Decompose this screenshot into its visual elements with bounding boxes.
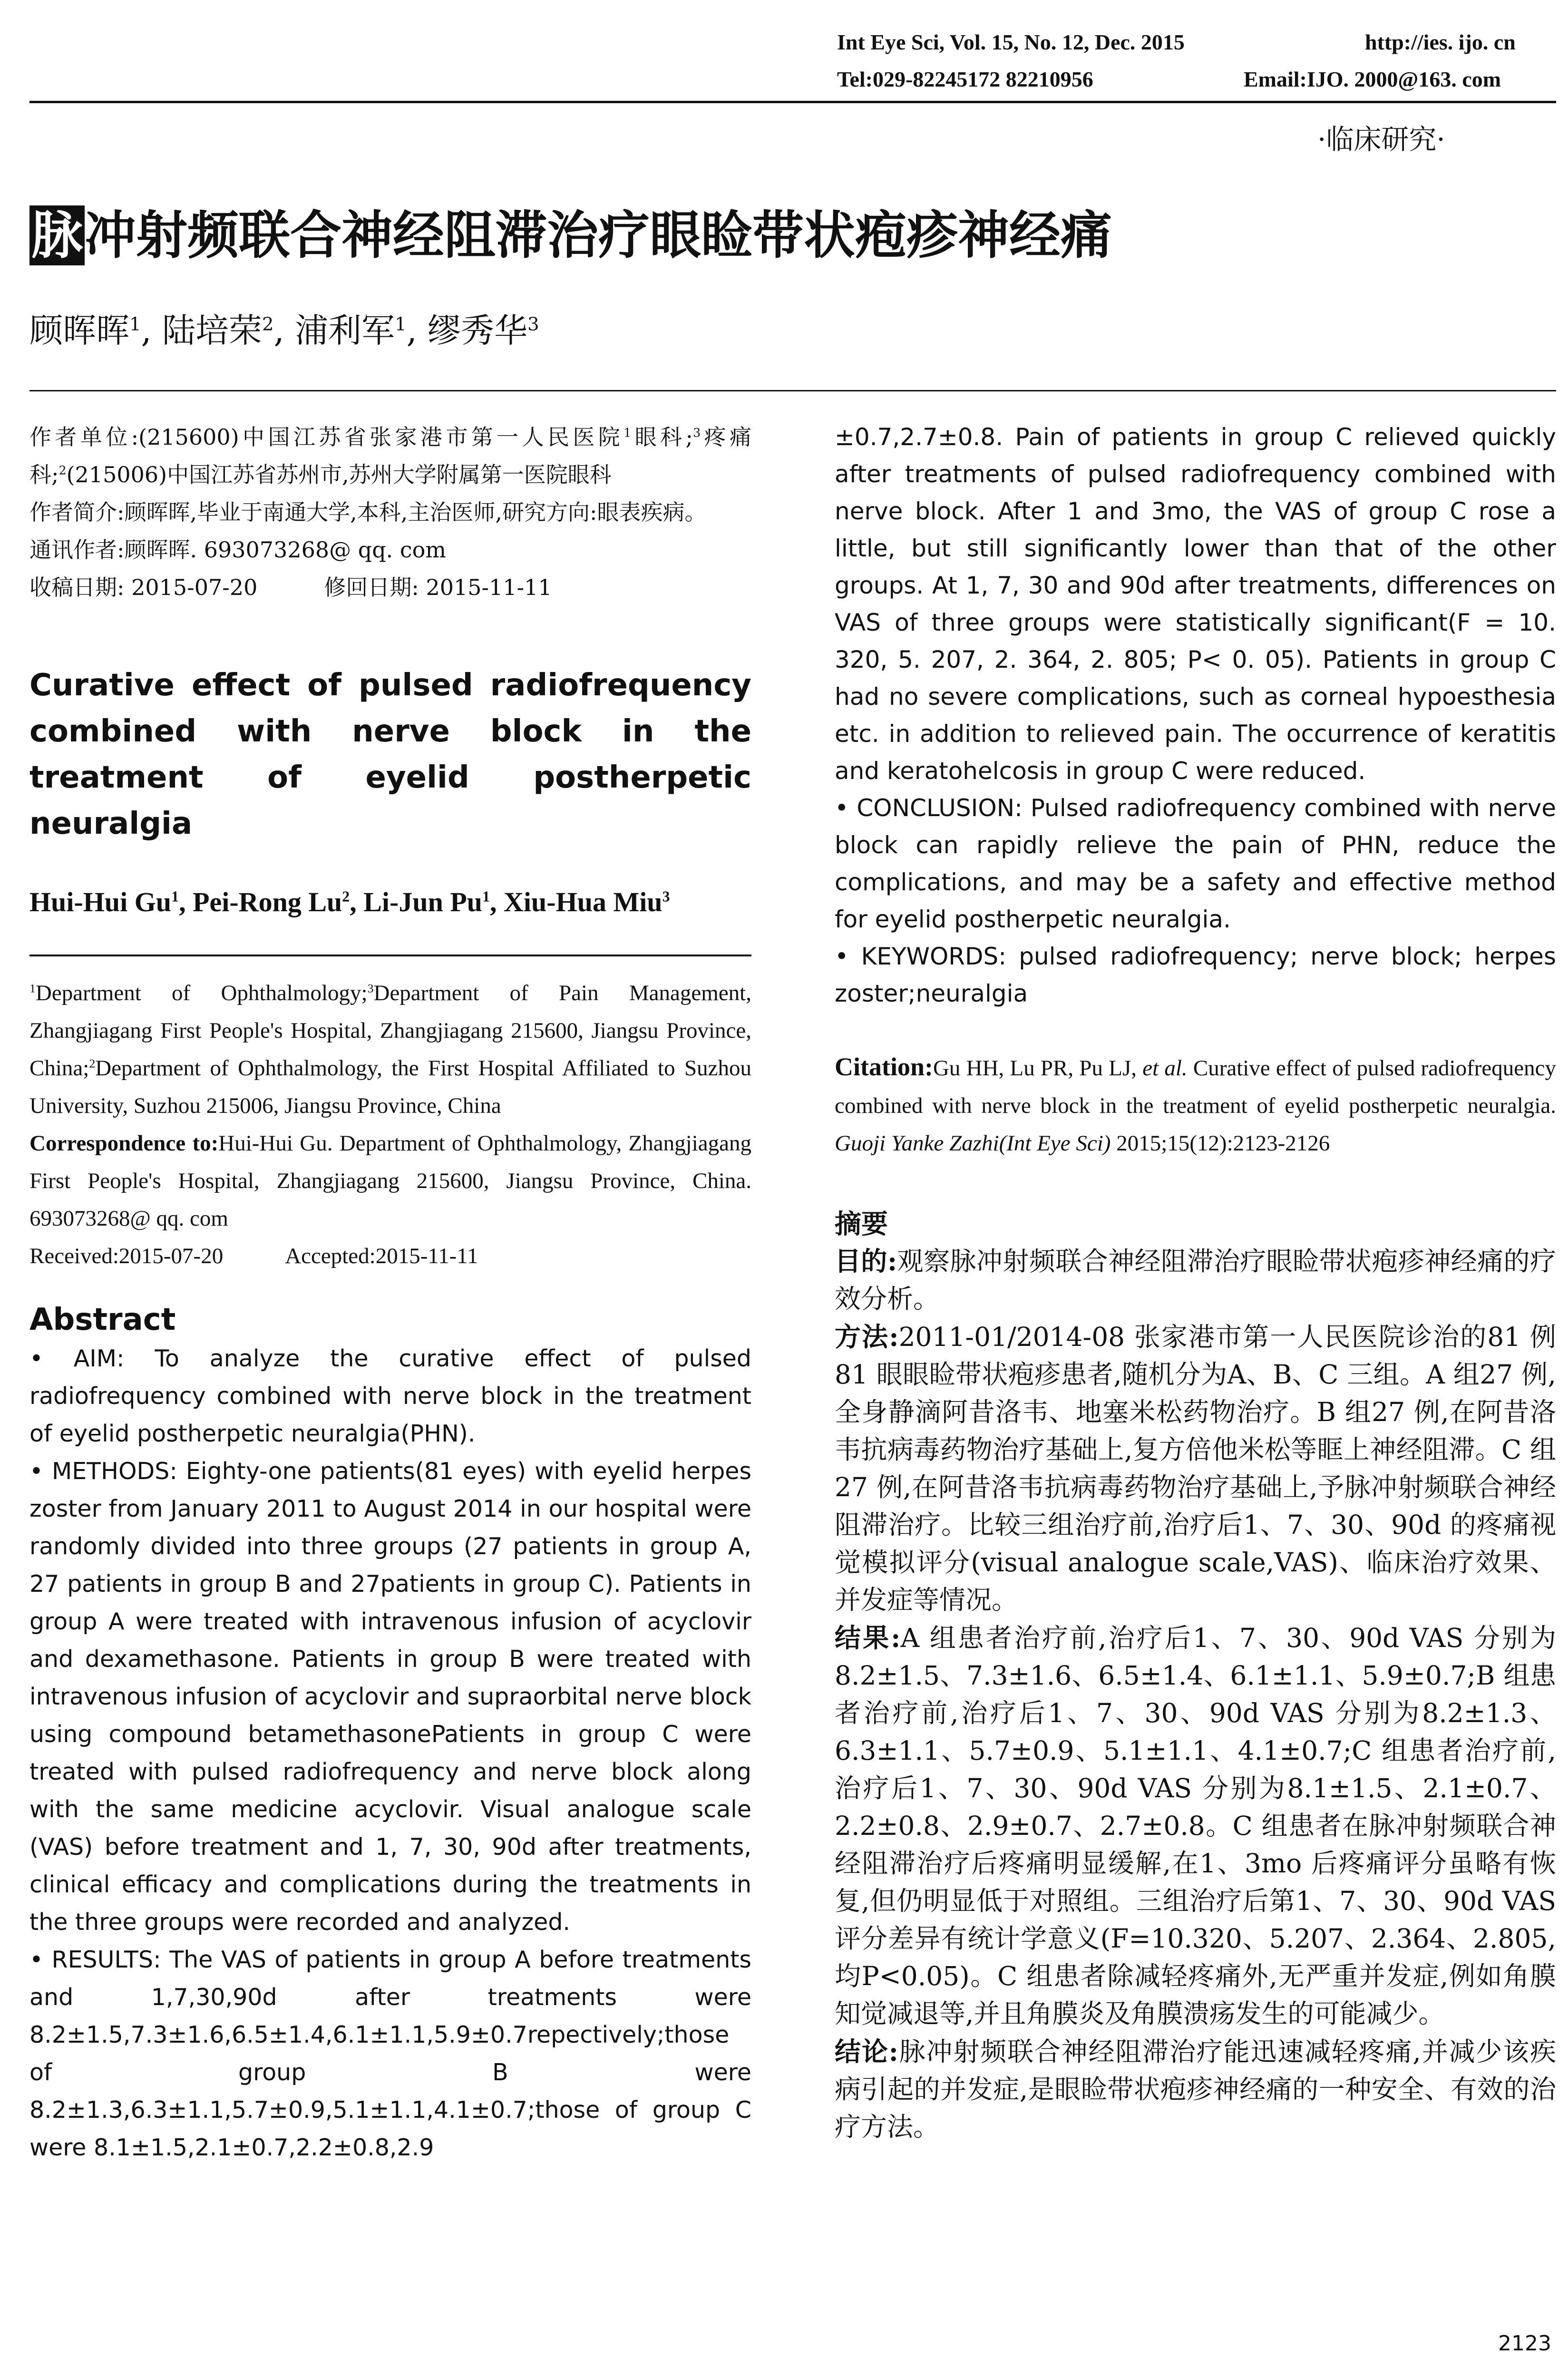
author-cn: 顾晖晖 [29, 311, 129, 350]
journal-tel: Tel:029-82245172 82210956 [837, 67, 1093, 91]
journal-email: Email:IJO. 2000@163. com [1244, 67, 1501, 91]
author-cn-sup: 1 [395, 313, 407, 335]
title-rule [29, 390, 1556, 391]
abstract-aim: • AIM: To analyze the curative effect of pulsed radiofrequency combined with nerve block in the treatment of eyelid postherpetic neuralgia(PHN). [29, 1345, 751, 1447]
author-en: Xiu-Hua Miu [504, 887, 662, 917]
dates-en [29, 1237, 751, 1275]
section-tag: ·临床研究· [1317, 123, 1445, 156]
author-cn-sup: 2 [262, 313, 274, 335]
author-en: Hui-Hui Gu [29, 887, 172, 917]
aff-cn-text: (215006)中国江苏省苏州市,苏州大学附属第一医院眼科 [66, 462, 612, 487]
abstract-conclusion: • CONCLUSION: Pulsed radiofrequency combined with nerve block can rapidly relieve the pain of PHN, reduce the complications, and may be a safety and effective method for eyelid postherpetic neuralgia. [835, 794, 1556, 933]
aff-cn-text: 作者单位:(215600)中国江苏省张家港市第一人民医院 [29, 424, 624, 450]
abstract-heading: Abstract [29, 1302, 176, 1337]
author-en-sup: 2 [342, 888, 350, 905]
correspondence-text: Hui-Hui Gu. Department of Ophthalmology, Zhangjiagang First People's Hospital, Zhangjiagang 215600, Jiangsu Province, China. 693073268@ qq. com [29, 1131, 751, 1231]
authors-en: Hui-Hui Gu$^1$, Pei-Rong Lu$^2$, Li-Jun Pu$^1$, Xiu-Hua Miu$^3$ [29, 887, 670, 917]
citation-text: 2015;15(12):2123-2126 [1116, 1131, 1330, 1156]
correspondence-en [29, 1125, 751, 1237]
page-number: 2123 [1498, 2331, 1551, 2356]
author-cn-sup: 3 [527, 313, 539, 335]
correspondence-label: Correspondence to: [29, 1131, 219, 1156]
dates-cn [29, 569, 751, 606]
received-date-en: Received:2015-07-20 [29, 1244, 224, 1268]
results-cn-text: A 组患者治疗前,治疗后1、7、30、90d VAS 分别为8.2±1.5、7.3±1.6、6.5±1.4、6.1±1.1、5.9±0.7;B 组患者治疗前,治疗后1、7、30、90d VAS 分别为8.2±1.3、6.3±1.1、5.7±0.9、5.1±1.1、4.1±0.7;C 组患者治疗前,治疗后1、7、30、90d VAS 分别为8.1±1.5、2.1±0.7、2.2±0.8、2.9±0.7、2.7±0.8。C 组患者在脉冲射频联合神经阻滞治疗后疼痛明显缓解,在1、3mo 后疼痛评分虽略有恢复,但仍明显低于对照组。三组治疗后第1、7、30、90d VAS 评分差异有统计学意义(F=10.320、5.207、2.364、2.805,均P<0.05)。C 组患者除减轻疼痛外,无严重并发症,例如角膜知觉减退等,并且角膜炎及角膜溃疡发生的可能减少。 [835, 1623, 1556, 2029]
journal-line: Int Eye Sci, Vol. 15, No. 12, Dec. 2015 [837, 30, 1185, 54]
aff-en-text: Department of Ophthalmology, the First Hospital Affiliated to Suzhou University, Suzhou 215006, Jiangsu Province, China [29, 1056, 751, 1118]
author-en: Li-Jun Pu [363, 887, 483, 917]
abstract-results-part1: • RESULTS: The VAS of patients in group A before treatments and 1,7,30,90d after treatments were 8.2±1.5,7.3±1.6,6.5±1.4,6.1±1.1,5.9±0.7repectively;those of group B were 8.2±1.3,6.3±1.1,5.7±0.9,5.1±1.1,4.1±0.7;those of group C were 8.1±1.5,2.1±0.7,2.2±0.8,2.9 [29, 1946, 751, 2161]
citation-label: Citation: [835, 1052, 933, 1081]
citation-etal: et al. [1142, 1056, 1188, 1081]
article-title [29, 205, 1112, 266]
citation-journal: Guoji Yanke Zazhi(Int Eye Sci) [835, 1131, 1111, 1156]
aim-cn-text: 观察脉冲射频联合神经阻滞治疗眼睑带状疱疹神经痛的疗效分析。 [835, 1246, 1556, 1314]
results-cn-label: 结果: [835, 1622, 901, 1653]
author-en-sup: 1 [171, 888, 179, 905]
author-sep: , [406, 311, 417, 350]
received-date-cn: 收稿日期: 2015-07-20 [29, 575, 258, 600]
abstract-cn-heading: 摘要 [835, 1208, 888, 1240]
title-rest: 冲射频联合神经阻滞治疗眼睑带状疱疹神经痛 [85, 205, 1112, 265]
title-initial: 脉 [29, 205, 85, 265]
author-en: Pei-Rong Lu [193, 887, 342, 917]
affiliation-cn [29, 419, 751, 494]
abstract-cn-results [835, 1619, 1556, 2033]
conclusion-cn-label: 结论: [835, 2036, 898, 2067]
aff-cn-text: 疼痛科; [29, 424, 751, 487]
journal-website: http://ies. ijo. cn [1365, 30, 1516, 54]
abstract-keywords: • KEYWORDS: pulsed radiofrequency; nerve block; herpes zoster;neuralgia [835, 943, 1556, 1007]
aff-cn-sup: 3 [693, 426, 701, 440]
author-en-sup: 1 [482, 888, 490, 905]
author-cn: 陆培荣 [162, 311, 263, 350]
aff-cn-sup: 2 [58, 463, 67, 477]
aff-en-sup: 3 [367, 981, 374, 995]
aff-en-text: Department of Pain Management, Zhangjiagang First People's Hospital, Zhangjiagang 215600, Jiangsu Province, China; [29, 981, 751, 1081]
methods-cn-label: 方法: [835, 1321, 899, 1352]
aff-en-text: Department of Ophthalmology; [35, 981, 368, 1005]
aff-en-sup: 1 [29, 981, 36, 995]
accepted-date-en: Accepted:2015-11-11 [285, 1244, 478, 1268]
corresponding-author-cn: 通讯作者:顾晖晖. 693073268@ qq. com [29, 537, 446, 563]
aff-en-sup: 2 [89, 1056, 96, 1071]
citation-text: Curative effect of pulsed radiofrequency combined with nerve block in the treatment of eyelid postherpetic neuralgia. [835, 1056, 1556, 1118]
aff-cn-sup: 1 [623, 426, 632, 440]
author-cn: 缪秀华 [428, 311, 528, 350]
author-cn: 浦利军 [295, 311, 395, 350]
authors-cn [29, 309, 539, 352]
abstract-cn-conclusion [835, 2033, 1556, 2146]
author-sep: , [273, 311, 284, 350]
abstract-methods: • METHODS: Eighty-one patients(81 eyes) with eyelid herpes zoster from January 2011 to August 2014 in our hospital were randomly divided into three groups (27 patients in group A, 27 patients in group B and 27patients in group C). Patients in group A were treated with intravenous infusion of acyclovir and dexamethasone. Patients in group B were treated with intravenous infusion of acyclovir and supraorbital nerve block using compound betamethasonePatients in group C were treated with pulsed radiofrequency and nerve block along with the same medicine acyclovir. Visual analogue scale (VAS) before treatment and 1, 7, 30, 90d after treatments, clinical efficacy and complications during the treatments in the three groups were recorded and analyzed. [29, 1458, 751, 1936]
author-bio: 作者简介:顾晖晖,毕业于南通大学,本科,主治医师,研究方向:眼表疾病。 [29, 499, 707, 525]
affiliation-en [29, 974, 751, 1125]
methods-cn-text: 2011-01/2014-08 张家港市第一人民医院诊治的81 例81 眼眼睑带状疱疹患者,随机分为A、B、C 三组。A 组27 例,全身静滴阿昔洛韦、地塞米松药物治疗。B 组27 例,在阿昔洛韦抗病毒药物治疗基础上,复方倍他米松等眶上神经阻滞。C 组27 例,在阿昔洛韦抗病毒药物治疗基础上,予脉冲射频联合神经阻滞治疗。比较三组治疗前,治疗后1、7、30、90d 的疼痛视觉模拟评分(visual analogue scale,VAS)、临床治疗效果、并发症等情况。 [835, 1322, 1556, 1615]
author-en-sup: 3 [662, 888, 670, 905]
aim-cn-label: 目的: [835, 1246, 897, 1276]
author-cn-sup: 1 [129, 313, 141, 335]
aff-cn-text: 眼科; [631, 424, 693, 450]
citation [835, 1048, 1556, 1162]
affiliation-rule [29, 955, 751, 956]
header-rule [29, 101, 1556, 103]
title-en: Curative effect of pulsed radiofrequency combined with nerve block in the treatment of eyelid postherpetic neuralgia [29, 668, 751, 841]
abstract-cn-methods [835, 1318, 1556, 1619]
left-column [29, 419, 751, 2166]
conclusion-cn-text: 脉冲射频联合神经阻滞治疗能迅速减轻疼痛,并减少该疾病引起的并发症,是眼睑带状疱疹神经痛的一种安全、有效的治疗方法。 [835, 2036, 1556, 2142]
right-column [835, 419, 1556, 2146]
citation-text: Gu HH, Lu PR, Pu LJ, [933, 1056, 1137, 1081]
abstract-cn-aim [835, 1242, 1556, 1318]
author-sep: , [141, 311, 152, 350]
abstract-results-part2: ±0.7,2.7±0.8. Pain of patients in group C relieved quickly after treatments of pulsed radiofrequency combined with nerve block. After 1 and 3mo, the VAS of group C rose a little, but still significantly lower than that of the other groups. At 1, 7, 30 and 90d after treatments, differences on VAS of three groups were statistically significant(F = 10. 320, 5. 207, 2. 364, 2. 805; P< 0. 05). Patients in group C had no severe complications, such as corneal hypoesthesia etc. in addition to relieved pain. The occurrence of keratitis and keratohelcosis in group C were reduced. [835, 423, 1556, 785]
revised-date-cn: 修回日期: 2015-11-11 [324, 575, 552, 600]
